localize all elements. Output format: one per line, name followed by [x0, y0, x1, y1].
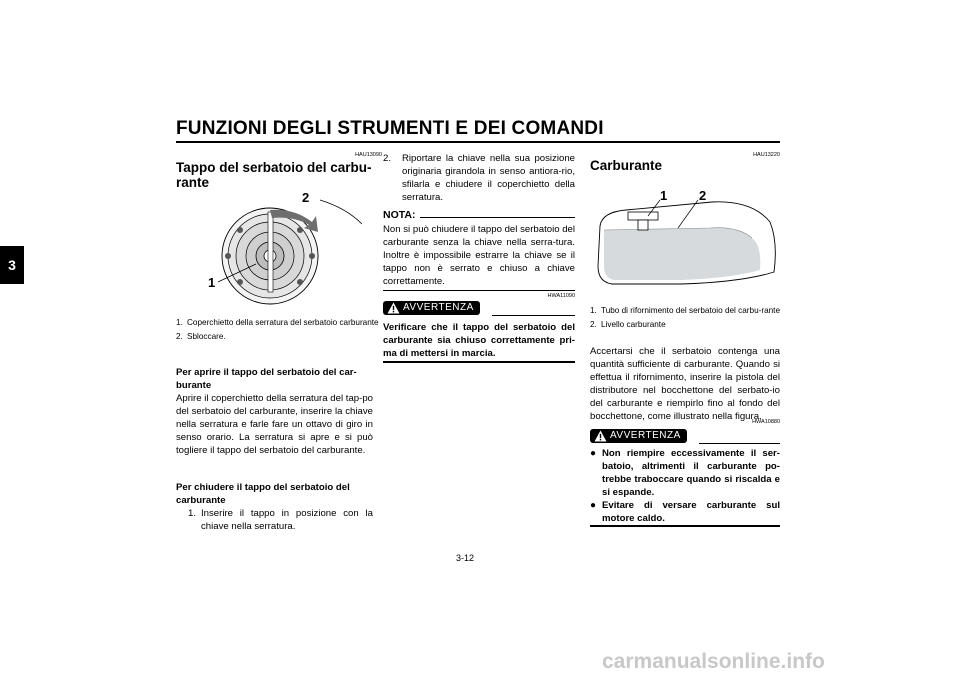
fuel-tank-figure: [592, 186, 780, 294]
page-number: 3-12: [456, 553, 475, 563]
step-2: 2. Riportare la chiave nella sua posizione originaria girandola in senso antiora-rio, sfilarla e chiudere il coperchietto della serratura.: [383, 153, 575, 204]
fig-label-2: 2: [302, 190, 310, 205]
nota-label: NOTA:: [383, 209, 416, 221]
fig-label-1: 1: [208, 275, 216, 290]
fig-label-1: 1: [660, 188, 668, 203]
warning-rule-top: [699, 443, 780, 444]
chapter-tab-track: [0, 142, 24, 236]
caption-item: 2. Sbloccare.: [176, 331, 226, 341]
open-cap-text: Aprire il coperchietto della serratura del tap-po del serbatoio del carburante, inserire la chiave nella serratura e farle fare un ottavo di giro in senso orario. La serratura si apre e si può togliere il tappo del serbatoio del carburante.: [176, 393, 373, 457]
step-1: 1. Inserire il tappo in posizione con la chiave nella serratura.: [187, 508, 373, 533]
nota-rule-top: [420, 217, 575, 218]
warning-rule-bottom: [590, 525, 780, 527]
section-code: HAU13090: [355, 152, 382, 158]
caption-item: 1. Coperchietto della serratura del serbatoio carburante: [176, 318, 379, 327]
section-code: HAU13220: [753, 152, 780, 158]
bullet-icon: ●: [590, 448, 597, 459]
fig-label-2: 2: [699, 188, 707, 203]
warning-rule-bottom: [383, 361, 575, 363]
warning-badge: AVVERTENZA: [383, 301, 480, 315]
warning-badge: AVVERTENZA: [590, 429, 687, 443]
header-rule: [176, 141, 780, 143]
section-title-fuel-cap: Tappo del serbatoio del carbu-rante: [176, 160, 372, 190]
caption-item: 2. Livello carburante: [590, 319, 666, 329]
chapter-tab: 3: [0, 246, 24, 284]
warning-text: Verificare che il tappo del serbatoio del carburante sia chiuso correttamente pri-ma di mettersi in marcia.: [383, 322, 575, 360]
fuel-cap-figure: [196, 190, 366, 310]
fuel-body-text: Accertarsi che il serbatoio contenga una quantità sufficiente di carburante. Quando si effettua il rifornimento, inserire la pistola del distributore nel bocchettone del serbato-io del carburante e riempirlo fino al fondo del bocchettone, come illustrato nella figura.: [590, 346, 780, 423]
nota-text: Non si può chiudere il tappo del serbatoio del carburante senza la chiave nella serra-tura. Inoltre è impossibile estrarre la chiave se il tappo non è serrato e chiuso a chiave correttamente.: [383, 224, 576, 288]
watermark: carmanualsonline.info: [602, 650, 825, 673]
nota-rule-bottom: [383, 290, 575, 291]
page-header-title: FUNZIONI DEGLI STRUMENTI E DEI COMANDI: [176, 118, 604, 139]
warning-code: HWA11090: [547, 293, 575, 299]
caption-item: 1. Tubo di rifornimento del serbatoio del carbu-rante: [590, 306, 781, 315]
warning-bullet-item: ● Evitare di versare carburante sul motore caldo.: [590, 500, 780, 525]
warning-bullet-item: ● Non riempire eccessivamente il ser-batoio, altrimenti il carburante po-trebbe traboccare quando si riscalda e si espande.: [590, 448, 780, 499]
warning-triangle-icon: [387, 302, 400, 314]
figure-captions: [590, 306, 780, 330]
section-title-fuel: Carburante: [590, 158, 663, 173]
warning-code: HWA10880: [752, 419, 780, 425]
close-cap-title: Per chiudere il tappo del serbatoio del carburante: [176, 482, 350, 507]
warning-rule-top: [492, 315, 575, 316]
open-cap-title: Per aprire il tappo del serbatoio del car-burante: [176, 367, 357, 392]
warning-bullets: [590, 447, 780, 526]
bullet-icon: ●: [590, 500, 597, 512]
figure-captions: [176, 318, 382, 342]
warning-triangle-icon: [594, 430, 607, 442]
